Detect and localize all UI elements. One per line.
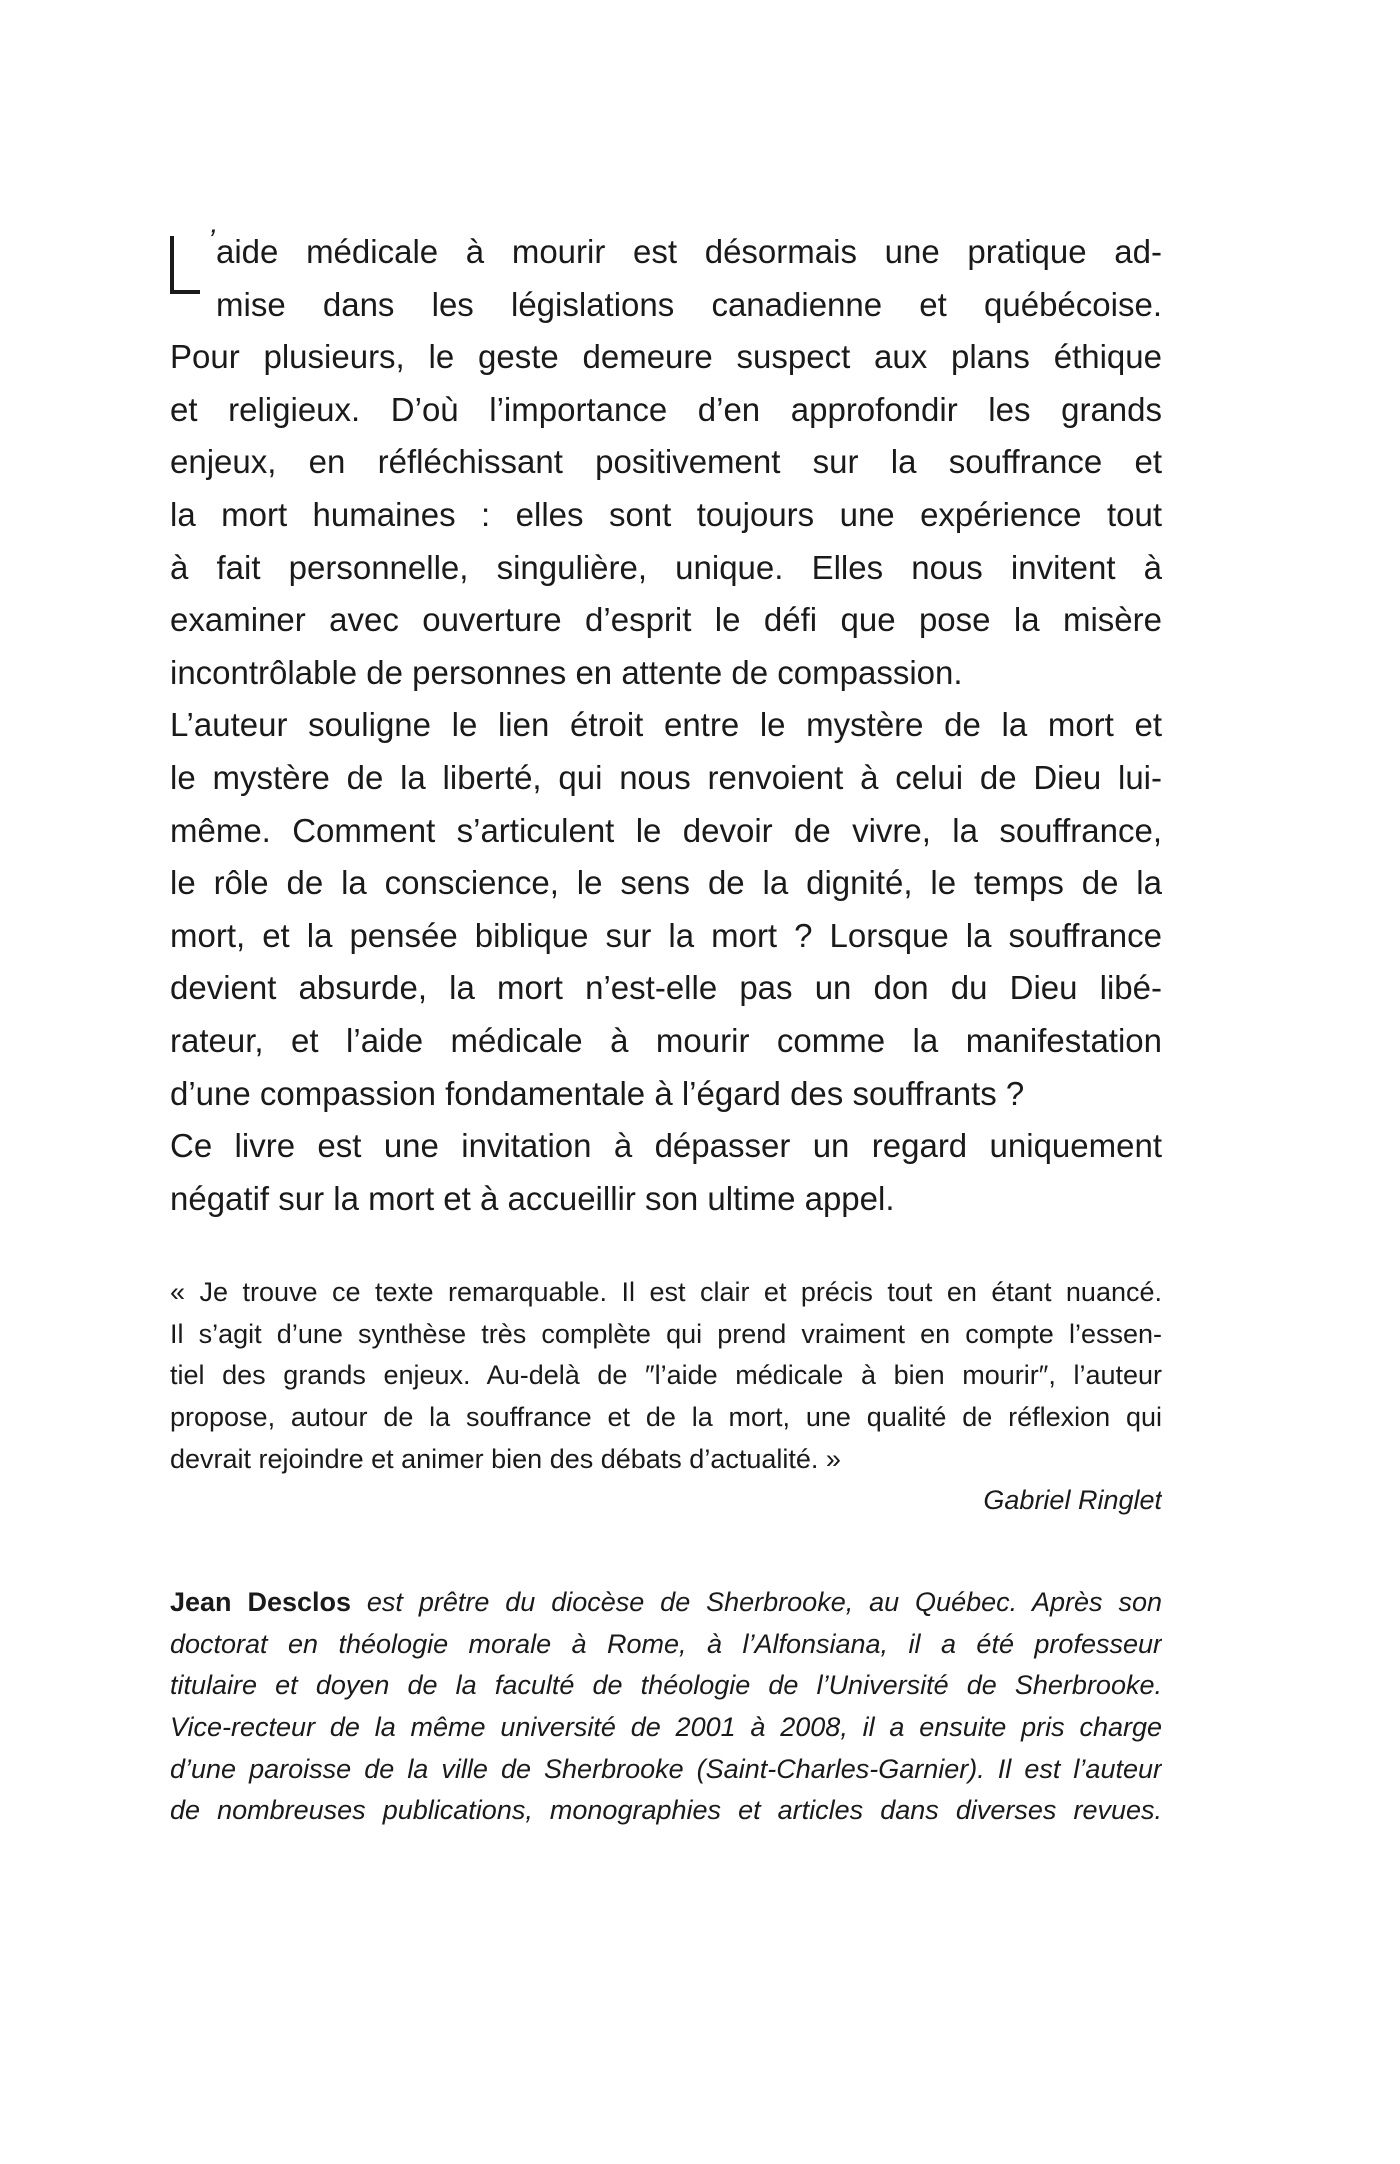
blurb-line: examiner avec ouverture d’esprit le défi que pose la misère <box>170 601 1162 639</box>
blurb-line: le mystère de la liberté, qui nous renvoient à celui de Dieu lui- <box>170 758 1162 796</box>
bio-line: de nombreuses publications, monographies et articles dans diverses revues. <box>170 1795 1162 1826</box>
blurb-line: devient absurde, la mort n’est-elle pas un don du Dieu libé- <box>170 969 1162 1007</box>
bio-line: doctorat en théologie morale à Rome, à l’Alfonsiana, il a été professeur <box>170 1628 1162 1659</box>
bio-line: titulaire et doyen de la faculté de théologie de l’Université de Sherbrooke. <box>170 1670 1162 1701</box>
quote-line: Il s’agit d’une synthèse très complète qui prend vraiment en compte l’essen- <box>170 1318 1162 1349</box>
blurb-line: aide médicale à mourir est désormais une pratique ad- <box>216 233 1162 270</box>
quote-line: propose, autour de la souffrance et de la mort, une qualité de réflexion qui <box>170 1402 1162 1433</box>
blurb-line: mise dans les législations canadienne et québécoise. <box>216 285 1162 323</box>
bio-line: d’une paroisse de la ville de Sherbrooke (Saint-Charles-Garnier). Il est l’auteur <box>170 1753 1162 1784</box>
blurb-line: L’auteur souligne le lien étroit entre le mystère de la mort et <box>170 706 1162 744</box>
endorsement-quote <box>170 1272 1162 1522</box>
blurb-line: la mort humaines : elles sont toujours une expérience tout <box>170 495 1162 533</box>
quote-line: tiel des grands enjeux. Au-delà de ″l’aide médicale à bien mourir″, l’auteur <box>170 1360 1162 1391</box>
quote-line: devrait rejoindre et animer bien des débats d’actualité. » <box>170 1443 841 1474</box>
blurb-line: incontrôlable de personnes en attente de compassion. <box>170 653 963 691</box>
blurb-line: à fait personnelle, singulière, unique. Elles nous invitent à <box>170 548 1162 586</box>
back-cover-blurb <box>170 226 1162 1225</box>
quote-attribution: Gabriel Ringlet <box>983 1485 1162 1516</box>
author-bio <box>170 1582 1162 1832</box>
bio-line: Vice-recteur de la même université de 2001 à 2008, il a ensuite pris charge <box>170 1712 1162 1743</box>
blurb-line: d’une compassion fondamentale à l’égard des souffrants ? <box>170 1074 1025 1112</box>
blurb-line: le rôle de la conscience, le sens de la dignité, le temps de la <box>170 864 1162 902</box>
blurb-line: négatif sur la mort et à accueillir son ultime appel. <box>170 1179 895 1217</box>
blurb-line: Pour plusieurs, le geste demeure suspect aux plans éthique <box>170 338 1162 376</box>
blurb-line: et religieux. D’où l’importance d’en approfondir les grands <box>170 390 1162 428</box>
blurb-line: mort, et la pensée biblique sur la mort ? Lorsque la souffrance <box>170 916 1162 954</box>
drop-cap-apostrophe: ’ <box>208 224 215 257</box>
blurb-line: enjeux, en réfléchissant positivement sur la souffrance et <box>170 443 1162 481</box>
drop-cap-letter <box>170 236 200 294</box>
blurb-line: Ce livre est une invitation à dépasser un regard uniquement <box>170 1127 1162 1165</box>
blurb-line: rateur, et l’aide médicale à mourir comme la manifestation <box>170 1021 1162 1059</box>
quote-line: « Je trouve ce texte remarquable. Il est clair et précis tout en étant nuancé. <box>170 1277 1162 1307</box>
blurb-line: même. Comment s’articulent le devoir de vivre, la souffrance, <box>170 811 1162 849</box>
bio-text: est prêtre du diocèse de Sherbrooke, au Québec. Après son <box>351 1587 1162 1617</box>
bio-line <box>170 1582 1162 1624</box>
author-name: Jean Desclos <box>170 1587 352 1617</box>
